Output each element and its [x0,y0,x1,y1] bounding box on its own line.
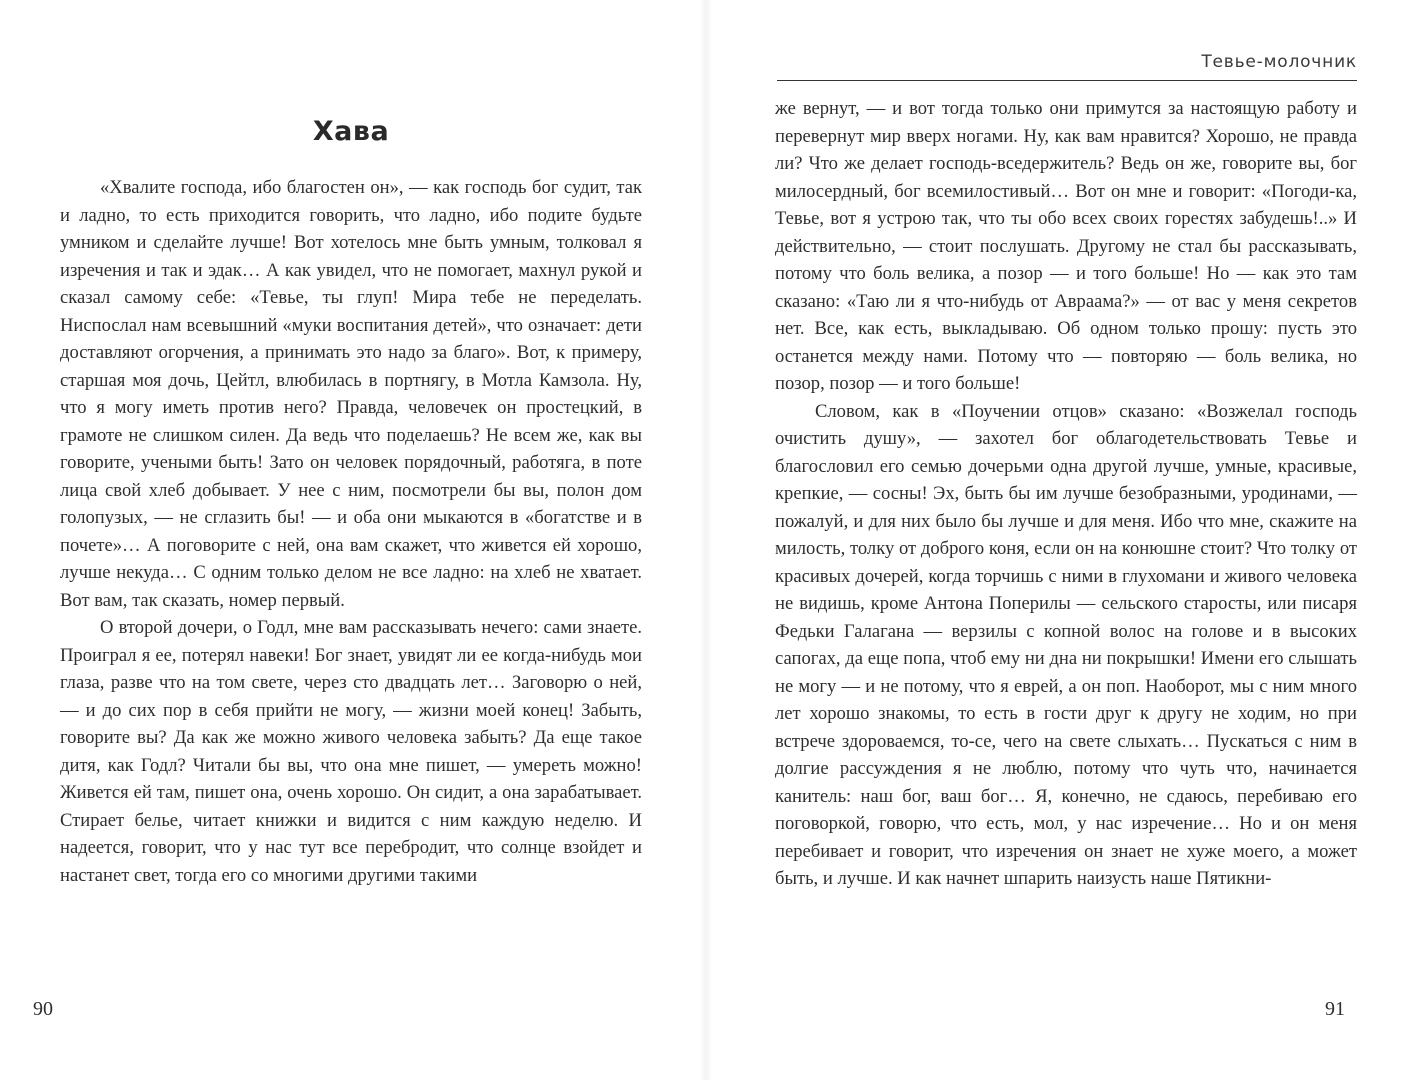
page-number-right: 91 [1325,998,1345,1020]
running-head [777,52,1357,81]
left-paragraph-2: О второй дочери, о Годл, мне вам рассказывать нечего: сами знаете. Проиграл я ее, потерял навеки! Бог знает, увидят ли ее когда-нибудь мои глаза, разве что на том свете, через сто двадцать лет… Заговорю о ней, — и до сих пор в себя прийти не могу, — жизни моей конец! Забыть, говорите вы? Да как же можно живого человека забыть? Да еще такое дитя, как Годл? Читали бы вы, что она мне пишет, — умереть можно! Живется ей там, пишет она, очень хорошо. Он сидит, а она зарабатывает. Стирает белье, читает книжки и видится с ним каждую неделю. И надеется, говорит, что у нас тут все перебродит, что солнце взойдет и настанет свет, тогда его со многими другими такими [60,617,642,886]
running-head-title: Тевье-молочник [1201,52,1357,72]
left-paragraph-1: «Хвалите господа, ибо благостен он», — как господь бог судит, так и ладно, то есть приходится говорить, что ладно, ибо подите будьте умником и сделайте лучше! Вот хотелось мне быть умным, толковал я изречения и так и эдак… А как увидел, что не помогает, махнул рукой и сказал самому себе: «Тевье, ты глуп! Мира тебе не переделать. Ниспослал нам всевышний «муки воспитания детей», что означает: дети доставляют огорчения, а принимать это надо за благо». Вот, к примеру, старшая моя дочь, Цейтл, влюбилась в портнягу, в Мотла Камзола. Ну, что я могу иметь против него? Правда, человечек он простецкий, в грамоте не слишком силен. Да ведь что поделаешь? Не всем же, как вы говорите, учеными быть! Зато он человек порядочный, работяга, в поте лица свой хлеб добывает. У нее с ним, посмотрели бы вы, полон дом голопузых, — не сглазить бы! — и оба они мыкаются в «богатстве и в почете»… А поговорите с ней, она вам скажет, что живется ей хорошо, лучше некуда… С одним только делом не все ладно: на хлеб не хватает. Вот вам, так сказать, номер первый. [60,177,642,611]
right-paragraph-1: же вернут, — и вот тогда только они примутся за настоящую работу и перевернут мир вверх ногами. Ну, как вам нравится? Хорошо, не правда ли? Что же делает господь-вседержитель? Ведь он же, говорите вы, бог милосердный, бог всемилостивый… Вот он мне и говорит: «Погоди-ка, Тевье, вот я устрою так, что ты обо всех своих горестях забудешь!..» И действительно, — стоит послушать. Другому не стал бы рассказывать, потому что боль велика, а позор — и того больше! Но — как это там сказано: «Таю ли я что-нибудь от Авраама?» — от вас у меня секретов нет. Все, как есть, выкладываю. Об одном только прошу: пусть это останется между нами. Потому что — повторяю — боль велика, но позор, позор — и того больше! [775,98,1357,394]
page-number-left: 90 [33,998,53,1020]
right-paragraph-2: Словом, как в «Поучении отцов» сказано: «Возжелал господь очистить душу», — захотел бог облагодетельствовать Тевье и благословил его семью дочерьми одна другой лучше, умные, красивые, крепкие, — сосны! Эх, быть бы им лучше безобразными, уродинами, — пожалуй, и для них было бы лучше и для меня. Ибо что мне, скажите на милость, толку от доброго коня, если он на конюшне стоит? Что толку от красивых дочерей, когда торчишь с ними в глухомани и живого человека не видишь, кроме Антона Поперилы — сельского старосты, или писаря Федьки Галагана — верзилы с копной волос на голове и в высоких сапогах, да еще попа, чтоб ему ни дна ни покрышки! Имени его слышать не могу — и не потому, что я еврей, а он поп. Наоборот, мы с ним много лет хорошо знакомы, то есть в гости друг к другу не ходим, но при встрече здороваемся, то-се, чего на свете слыхать… Пускаться с ним в долгие рассуждения я не люблю, потому что чуть что, начинается канитель: наш бог, ваш бог… Я, конечно, не сдаюсь, перебиваю его поговоркой, говорю, что есть, мол, у нас изречение… Но и он меня перебивает и говорит, что изречения он знает не хуже моего, а может быть, и лучше. И как начнет шпарить наизусть наше Пятикни- [775,400,1357,889]
chapter-title: Хава [312,116,390,147]
right-page-body [775,95,1357,893]
book-gutter [700,0,712,1080]
left-page-body [60,174,642,889]
